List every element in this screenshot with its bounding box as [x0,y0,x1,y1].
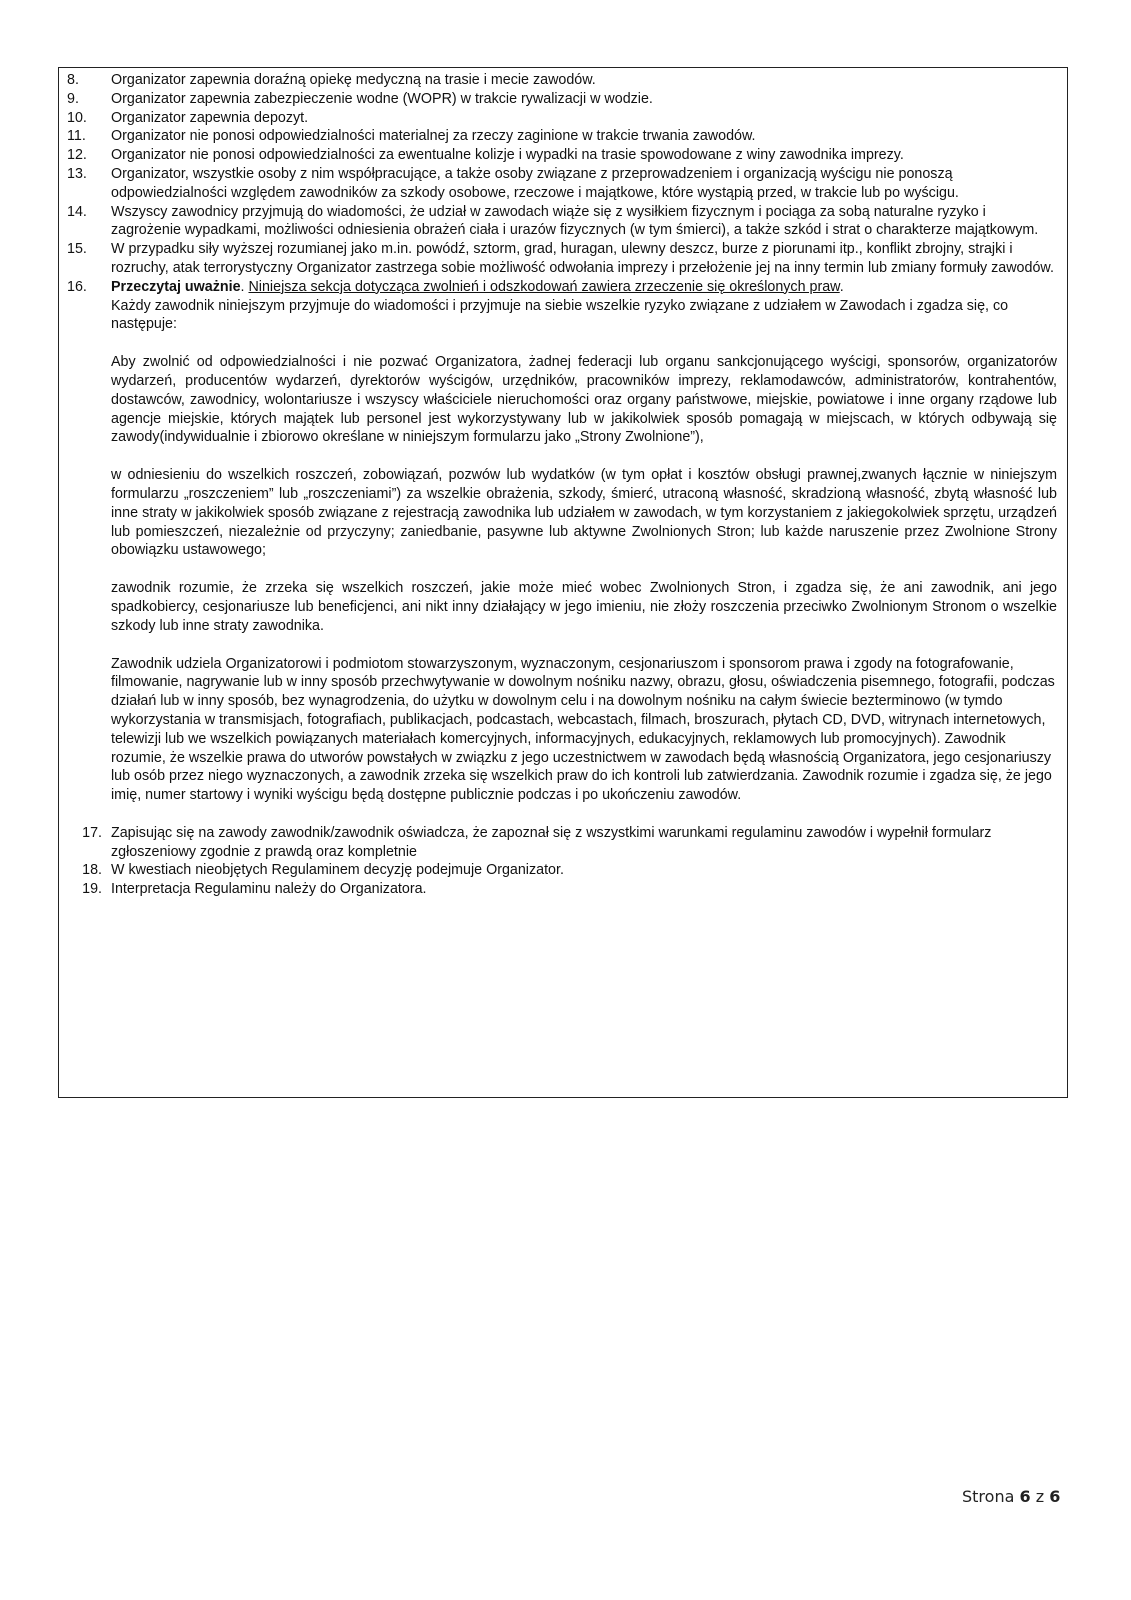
list-item [67,146,1057,165]
item-text: Organizator zapewnia depozyt. [111,109,309,126]
item-number: 14. [67,203,87,220]
release-intro: Każdy zawodnik niniejszym przyjmuje do wiadomości i przyjmuje na siebie wszelkie ryzyko związane z udziałem w Zawodach i zgadza się, co następuje: [111,297,1009,333]
page-number: Strona 6 z 6 [962,1487,1061,1506]
item-number: 13. [67,165,87,182]
item-text: Organizator, wszystkie osoby z nim współpracujące, a także osoby związane z przeprowadzeniem i organizacją wyścigu nie ponoszą odpowiedzialności względem zawodników za szkody osobowe, rzeczowe i majątkowe, które wystąpią przed, w trakcie lub po wyścigu. [111,165,959,201]
item-number: 18. [82,862,102,879]
item-number: 9. [67,90,79,107]
item-text: Organizator zapewnia doraźną opiekę medyczną na trasie i mecie zawodów. [111,72,596,88]
item-number: 15. [67,241,87,258]
item-text: W kwestiach nieobjętych Regulaminem decyzję podejmuje Organizator. [111,862,564,879]
item-text: Interpretacja Regulaminu należy do Organizatora. [111,881,427,898]
item-number: 12. [67,147,87,164]
list-item [67,90,1057,109]
item-number: 11. [67,128,86,145]
list-item [67,240,1057,278]
list-item [67,861,1057,880]
list-item [67,109,1057,128]
release-paragraph: w odniesieniu do wszelkich roszczeń, zobowiązań, pozwów lub wydatków (w tym opłat i kosztów obsługi prawnej,zwanych łącznie w niniejszym formularzu „roszczeniem” lub „roszczeniami”) za wszelkie obrażenia, szkody, śmierć, utraconą własność, skradzioną własność, zbytą własność lub inne straty w jakikolwiek sposób związane z rejestracją zawodnika lub udziałem w zawodach, w tym korzystaniem z jakiegokolwiek sprzętu, urządzeń lub pomieszczeń, niezależnie od przyczyny; zaniedbanie, pasywne lub aktywne Zwolnionych Stron; lub każde naruszenie przez Zwolnione Strony obowiązku ustawowego; [111,467,1057,559]
release-paragraph: zawodnik rozumie, że zrzeka się wszelkich roszczeń, jakie może mieć wobec Zwolnionych Stron, i zgadza się, że ani zawodnik, ani jego spadkobiercy, cesjonariusze lub beneficjenci, ani nikt inny działający w jego imieniu, nie złoży roszczenia przeciwko Zwolnionym Stronom o wszelkie szkody lub inne straty zawodnika. [111,580,1057,634]
read-carefully-label: Przeczytaj uważnie [111,278,241,295]
item-number: 16. [67,278,87,295]
list-item-release-section [67,278,1057,824]
regulations-box [58,67,1068,1098]
item-text: Organizator nie ponosi odpowiedzialności za ewentualne kolizje i wypadki na trasie spowodowane z winy zawodnika imprezy. [111,147,904,164]
release-warning: Niniejsza sekcja dotycząca zwolnień i odszkodowań zawiera zrzeczenie się określonych praw [248,278,840,295]
release-heading: Przeczytaj uważnie. Niniejsza sekcja dotycząca zwolnień i odszkodowań zawiera zrzeczenie się określonych praw. [111,278,844,295]
item-number: 17. [82,824,102,841]
item-text: W przypadku siły wyższej rozumianej jako m.in. powódź, sztorm, grad, huragan, ulewny deszcz, burze z piorunami itp., konflikt zbrojny, strajki i rozruchy, atak terrorystyczny Organizator zastrzega sobie możliwość odwołania imprezy i przełożenie jej na inny termin lub zmiany formuły zawodów. [111,241,1054,276]
release-paragraph: Aby zwolnić od odpowiedzialności i nie pozwać Organizatora, żadnej federacji lub organu sankcjonującego wyścigi, sponsorów, organizatorów wydarzeń, producentów wydarzeń, dyrektorów wyścigów, urzędników, pracowników imprezy, reklamodawców, administratorów, kontrahentów, dostawców, zawodnicy, wolontariusze i wszyscy właściciele nieruchomości oraz organy państwowe, miejskie, powiatowe i inne organy rządowe lub agencje miejskie, których majątek lub personel jest wykorzystywany lub w jakikolwiek sposób pomagają w miejscach, w których odbywają się zawody(indywidualnie i zbiorowo określane w niniejszym formularzu jako „Strony Zwolnione”), [111,354,1057,446]
list-item [67,71,1057,90]
item-number: 10. [67,109,87,126]
list-item [67,127,1057,146]
item-text: Zapisując się na zawody zawodnik/zawodnik oświadcza, że zapoznał się z wszystkimi warunkami regulaminu zawodów i wypełnił formularz zgłoszeniowy zgodnie z prawdą oraz kompletnie [111,824,992,860]
item-text: Wszyscy zawodnicy przyjmują do wiadomości, że udział w zawodach wiąże się z wysiłkiem fizycznym i pociąga za sobą naturalne ryzyko i zagrożenie wypadkami, możliwości odniesienia obrażeń ciała i urazów fizycznych (w tym śmierci), a także szkód i strat o charakterze majątkowym. [111,203,1039,239]
list-item [67,203,1057,241]
item-number: 19. [82,881,102,898]
list-item [67,824,1057,862]
item-number: 8. [67,72,79,88]
release-paragraph: Zawodnik udziela Organizatorowi i podmiotom stowarzyszonym, wyznaczonym, cesjonariuszom i sponsorom prawa i zgody na fotografowanie, filmowanie, nagrywanie lub w inny sposób przechwytywanie w dowolnym nośniku nazwy, obrazu, głosu, oświadczenia pisemnego, fotografii, podczas działań lub w inny sposób, bez wynagrodzenia, do użytku w dowolnym celu i na dowolnym nośniku na całym świecie bezterminowo (w tymdo wykorzystania w transmisjach, fotografiach, publikacjach, podcastach, webcastach, filmach, broszurach, płytach CD, DVD, witrynach internetowych, telewizji lub we wszelkich powiązanych materiałach komercyjnych, informacyjnych, edukacyjnych, reklamowych lub promocyjnych). Zawodnik rozumie, że wszelkie prawa do utworów powstałych w związku z jego uczestnictwem w zawodach będą własnością Organizatora, jego cesjonariuszy lub osób przez niego wyznaczonych, a zawodnik zrzeka się wszelkich praw do ich kontroli lub zatwierdzania. Zawodnik rozumie i zgadza się, że jego imię, numer startowy i wyniki wyścigu będą dostępne publicznie podczas i po ukończeniu zawodów. [111,655,1055,804]
item-text: Organizator zapewnia zabezpieczenie wodne (WOPR) w trakcie rywalizacji w wodzie. [111,90,653,107]
release-section-body [111,278,1057,824]
list-item [67,880,1057,899]
item-text: Organizator nie ponosi odpowiedzialności materialnej za rzeczy zaginione w trakcie trwania zawodów. [111,128,756,145]
list-item [67,165,1057,203]
